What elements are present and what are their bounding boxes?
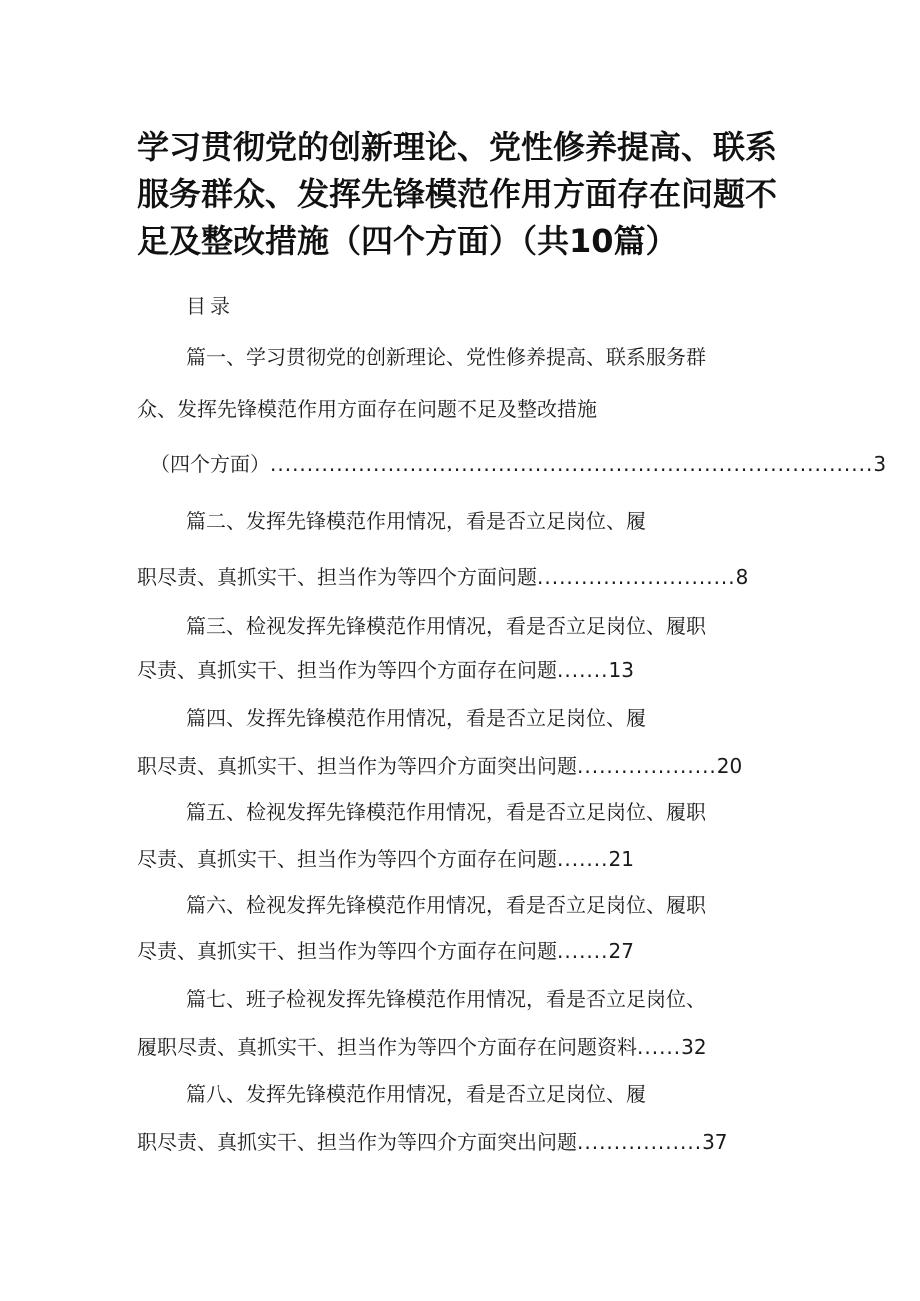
toc-entry-5-page: 21: [608, 847, 634, 871]
toc-entry-3-line-2[interactable]: [137, 654, 634, 686]
title-line-1: 学习贯彻党的创新理论、党性修养提高、联系: [137, 128, 778, 166]
toc-entry-2-line-1[interactable]: 篇二、发挥先锋模范作用情况，看是否立足岗位、履: [186, 509, 646, 533]
toc-entry-7-dots: ......: [637, 1035, 682, 1059]
toc-entry-8-page: 37: [702, 1130, 728, 1154]
toc-entry-6-page: 27: [608, 939, 634, 963]
toc-heading: 目录: [186, 294, 234, 318]
document-title: [137, 124, 797, 265]
toc-entry-4-line-2[interactable]: [137, 750, 742, 782]
toc-entry-8-line-1[interactable]: 篇八、发挥先锋模范作用情况，看是否立足岗位、履: [186, 1082, 646, 1106]
title-line-2: 服务群众、发挥先锋模范作用方面存在问题不: [137, 175, 778, 213]
title-line-3: 足及整改措施（四个方面）（共10篇）: [137, 222, 678, 260]
toc-entry-1-line-2[interactable]: 众、发挥先锋模范作用方面存在问题不足及整改措施: [137, 397, 597, 421]
toc-entry-1-dots: ..................................................................................: [270, 452, 874, 476]
toc-entry-7-text: 履职尽责、真抓实干、担当作为等四个方面存在问题资料: [137, 1035, 637, 1059]
toc-entry-1-line-3[interactable]: [150, 448, 886, 480]
toc-entry-8-dots: .................: [577, 1130, 703, 1154]
toc-entry-7-line-1[interactable]: 篇七、班子检视发挥先锋模范作用情况，看是否立足岗位、: [186, 987, 706, 1011]
toc-entry-5-dots: .......: [557, 847, 609, 871]
toc-entry-3-text: 尽责、真抓实干、担当作为等四个方面存在问题: [137, 658, 557, 682]
toc-entry-5-line-1[interactable]: 篇五、检视发挥先锋模范作用情况，看是否立足岗位、履职: [186, 800, 706, 824]
toc-entry-3-page: 13: [608, 658, 634, 682]
toc-entry-4-dots: ...................: [577, 754, 717, 778]
toc-entry-6-line-2[interactable]: [137, 935, 634, 967]
toc-entry-1-text: （四个方面）: [150, 452, 270, 476]
toc-entry-1-line-1[interactable]: 篇一、学习贯彻党的创新理论、党性修养提高、联系服务群: [186, 345, 706, 369]
toc-entry-7-page: 32: [681, 1035, 707, 1059]
toc-entry-4-text: 职尽责、真抓实干、担当作为等四介方面突出问题: [137, 754, 577, 778]
toc-entry-3-line-1[interactable]: 篇三、检视发挥先锋模范作用情况，看是否立足岗位、履职: [186, 614, 706, 638]
toc-entry-6-line-1[interactable]: 篇六、检视发挥先锋模范作用情况，看是否立足岗位、履职: [186, 893, 706, 917]
toc-entry-2-line-2[interactable]: [137, 561, 748, 593]
toc-entry-8-line-2[interactable]: [137, 1126, 728, 1158]
toc-entry-1-page: 3: [873, 452, 887, 476]
toc-entry-6-text: 尽责、真抓实干、担当作为等四个方面存在问题: [137, 939, 557, 963]
toc-entry-5-text: 尽责、真抓实干、担当作为等四个方面存在问题: [137, 847, 557, 871]
toc-entry-5-line-2[interactable]: [137, 843, 634, 875]
toc-entry-8-text: 职尽责、真抓实干、担当作为等四介方面突出问题: [137, 1130, 577, 1154]
toc-entry-7-line-2[interactable]: [137, 1031, 707, 1063]
toc-entry-3-dots: .......: [557, 658, 609, 682]
toc-entry-6-dots: .......: [557, 939, 609, 963]
toc-entry-4-line-1[interactable]: 篇四、发挥先锋模范作用情况，看是否立足岗位、履: [186, 706, 646, 730]
toc-entry-2-page: 8: [735, 565, 749, 589]
toc-entry-4-page: 20: [716, 754, 743, 778]
toc-entry-2-dots: ...........................: [537, 565, 736, 589]
toc-entry-2-text: 职尽责、真抓实干、担当作为等四个方面问题: [137, 565, 537, 589]
